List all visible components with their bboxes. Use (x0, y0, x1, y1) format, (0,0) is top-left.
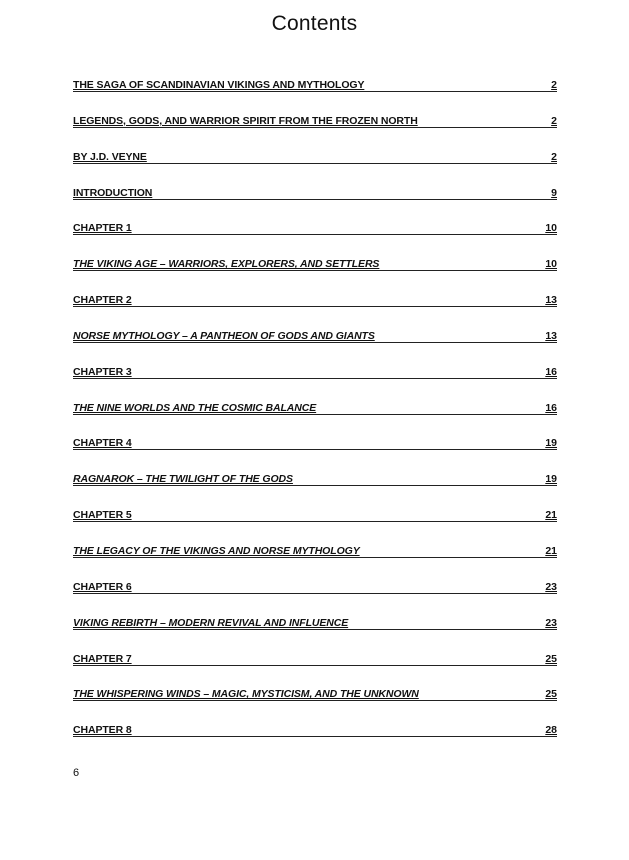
toc-entry-label: LEGENDS, GODS, AND WARRIOR SPIRIT FROM THE FROZEN NORTH (73, 114, 418, 127)
toc-entry-row (73, 78, 557, 92)
toc-entry-label: CHAPTER 8 (73, 724, 132, 737)
toc-entry[interactable] (73, 78, 557, 114)
toc-entry-page-number: 25 (545, 652, 557, 665)
toc-entry[interactable] (73, 401, 557, 437)
toc-entry-row (73, 150, 557, 164)
toc-entry-page-number: 21 (545, 544, 557, 557)
toc-entry-page-number: 13 (545, 294, 557, 307)
toc-entry[interactable] (73, 329, 557, 365)
toc-entry[interactable] (73, 257, 557, 293)
toc-entry-row (73, 687, 557, 701)
toc-entry[interactable] (73, 186, 557, 222)
toc-entry-label: CHAPTER 3 (73, 365, 132, 378)
toc-entry[interactable] (73, 150, 557, 186)
toc-entry[interactable] (73, 114, 557, 150)
toc-entry-row (73, 616, 557, 630)
toc-entry-page-number: 19 (545, 473, 557, 486)
table-of-contents (73, 78, 557, 759)
toc-entry[interactable] (73, 687, 557, 723)
toc-entry-label: CHAPTER 7 (73, 652, 132, 665)
toc-entry-page-number: 19 (545, 437, 557, 450)
toc-entry-page-number: 10 (545, 222, 557, 235)
toc-entry-page-number: 21 (545, 509, 557, 522)
toc-entry-page-number: 16 (545, 401, 557, 414)
toc-entry-label: NORSE MYTHOLOGY – A PANTHEON OF GODS AND GIANTS (73, 329, 375, 342)
toc-entry[interactable] (73, 221, 557, 257)
toc-entry-page-number: 16 (545, 365, 557, 378)
toc-entry[interactable] (73, 508, 557, 544)
toc-entry-row (73, 436, 557, 450)
toc-entry-row (73, 580, 557, 594)
page-number: 6 (73, 767, 80, 779)
toc-entry-label: THE VIKING AGE – WARRIORS, EXPLORERS, AND SETTLERS (73, 258, 380, 271)
toc-entry-label: RAGNAROK – THE TWILIGHT OF THE GODS (73, 473, 293, 486)
toc-entry[interactable] (73, 616, 557, 652)
toc-entry-page-number: 13 (545, 329, 557, 342)
toc-entry-label: THE NINE WORLDS AND THE COSMIC BALANCE (73, 401, 317, 414)
toc-entry-page-number: 25 (545, 688, 557, 701)
toc-entry-row (73, 365, 557, 379)
toc-entry-page-number: 2 (551, 79, 557, 91)
toc-entry-label: CHAPTER 4 (73, 437, 132, 450)
toc-entry-page-number: 2 (551, 114, 557, 127)
toc-entry-page-number: 28 (545, 724, 557, 737)
toc-entry-label: CHAPTER 5 (73, 509, 132, 522)
toc-entry-row (73, 401, 557, 415)
toc-entry-row (73, 293, 557, 307)
toc-entry-label: VIKING REBIRTH – MODERN REVIVAL AND INFLUENCE (73, 616, 349, 629)
toc-entry-page-number: 23 (545, 616, 557, 629)
toc-entry[interactable] (73, 544, 557, 580)
toc-entry[interactable] (73, 652, 557, 688)
toc-entry-row (73, 544, 557, 558)
toc-entry-page-number: 23 (545, 580, 557, 593)
toc-entry-label: BY J.D. VEYNE (73, 150, 147, 163)
toc-entry-row (73, 723, 557, 737)
toc-entry-row (73, 221, 557, 235)
toc-entry[interactable] (73, 472, 557, 508)
toc-entry-row (73, 472, 557, 486)
toc-entry-row (73, 114, 557, 128)
toc-entry-label: THE WHISPERING WINDS – MAGIC, MYSTICISM, AND THE UNKNOWN (73, 688, 419, 701)
toc-entry-label: THE LEGACY OF THE VIKINGS AND NORSE MYTHOLOGY (73, 544, 360, 557)
toc-entry[interactable] (73, 365, 557, 401)
toc-entry-page-number: 10 (545, 258, 557, 271)
page-title: Contents (271, 12, 358, 35)
toc-entry-label: THE SAGA OF SCANDINAVIAN VIKINGS AND MYTHOLOGY (73, 79, 365, 91)
toc-entry-page-number: 9 (551, 186, 557, 199)
toc-entry[interactable] (73, 293, 557, 329)
toc-entry[interactable] (73, 436, 557, 472)
toc-entry-row (73, 508, 557, 522)
toc-entry-page-number: 2 (551, 150, 557, 163)
toc-entry-label: INTRODUCTION (73, 186, 153, 199)
toc-entry-row (73, 329, 557, 343)
toc-entry-label: CHAPTER 1 (73, 222, 132, 235)
toc-entry[interactable] (73, 580, 557, 616)
toc-entry-row (73, 186, 557, 200)
toc-entry-row (73, 257, 557, 271)
toc-entry-label: CHAPTER 6 (73, 580, 132, 593)
toc-entry-label: CHAPTER 2 (73, 294, 132, 307)
toc-entry-row (73, 652, 557, 666)
toc-entry[interactable] (73, 723, 557, 759)
